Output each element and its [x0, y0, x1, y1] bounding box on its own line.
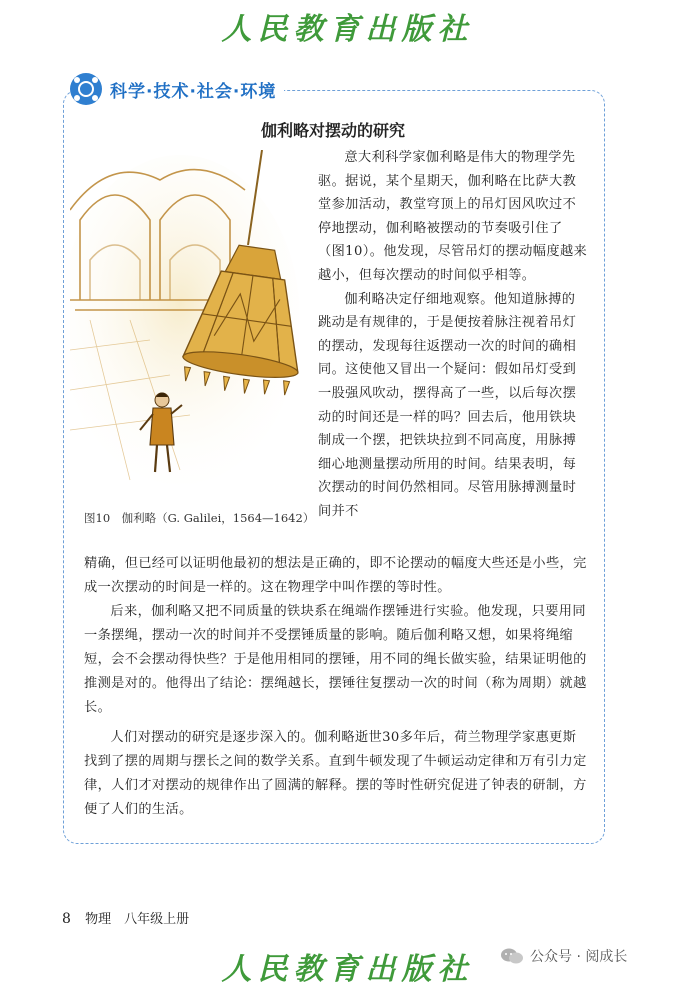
- paragraph-1: 意大利科学家伽利略是伟大的物理学先驱。据说，某个星期天，伽利略在比萨大教堂参加活动，教堂穹顶上的吊灯因风吹过不停地摆动，伽利略被摆动的节奏吸引住了（图10）。他发现，尽管吊灯的摆动幅度越来越小，但每次摆动的时间似乎相等。: [318, 150, 588, 283]
- publisher-logo-top: 人民教育出版社: [221, 12, 474, 47]
- page-footer: [62, 908, 189, 927]
- atom-icon: [70, 73, 102, 105]
- page-number: 8: [62, 911, 71, 927]
- article-title: 伽利略对摆动的研究: [260, 121, 405, 140]
- paragraph-3: 后来，伽利略又把不同质量的铁块系在绳端作摆锤进行实验。他发现，只要用同一条摆绳，摆动一次的时间并不受摆锤质量的影响。随后伽利略又想，如果将绳缩短，会不会摆动得快些？于是他用相同的摆锤，用不同的绳长做实验，结果证明他的推测是对的。他得出了结论：摆绳越长，摆锤往复摆动一次的时间（称为周期）就越长。: [84, 604, 587, 715]
- full-width-text: [84, 552, 588, 822]
- paragraph-2: 伽利略决定仔细地观察。他知道脉搏的跳动是有规律的，于是便按着脉注视着吊灯的摆动，发现每往返摆动一次的时间的确相同。这使他又冒出一个疑问：假如吊灯受到一股强风吹动，摆得高了一些，以后每次摆动的时间还是一样的吗？回去后，他用铁块制成一个摆，把铁块拉到不同高度，用脉搏细心地测量摆动所用的时间。结果表明，每次摆动的时间仍然相同。尽管用脉搏测量时间并不: [318, 291, 577, 519]
- figure-caption: 图10 伽利略（G. Galilei，1564—1642）: [84, 511, 315, 525]
- section-title: 科学·技术·社会·环境: [110, 81, 277, 102]
- right-column-text: [318, 146, 588, 524]
- galileo-chandelier-illustration: [70, 150, 306, 492]
- watermark-text: 公众号 · 阅成长: [530, 949, 628, 965]
- wechat-icon: [500, 947, 524, 965]
- paragraph-4: 人们对摆动的研究是逐步深入的。伽利略逝世30多年后，荷兰物理学家惠更斯找到了摆的周期与摆长之间的数学关系。直到牛顿发现了牛顿运动定律和万有引力定律，人们才对摆动的规律作出了圆满的解释。摆的等时性研究促进了钟表的研制，方便了人们的生活。: [84, 730, 587, 817]
- section-header: [70, 74, 284, 104]
- watermark: [500, 946, 627, 966]
- book-title: 物理 八年级上册: [85, 912, 190, 927]
- paragraph-2-continuation: 精确，但已经可以证明他最初的想法是正确的，即不论摆动的幅度大些还是小些，完成一次摆动的时间是一样的。这在物理学中叫作摆的等时性。: [84, 556, 587, 595]
- publisher-logo-bottom: 人民教育出版社: [221, 952, 474, 987]
